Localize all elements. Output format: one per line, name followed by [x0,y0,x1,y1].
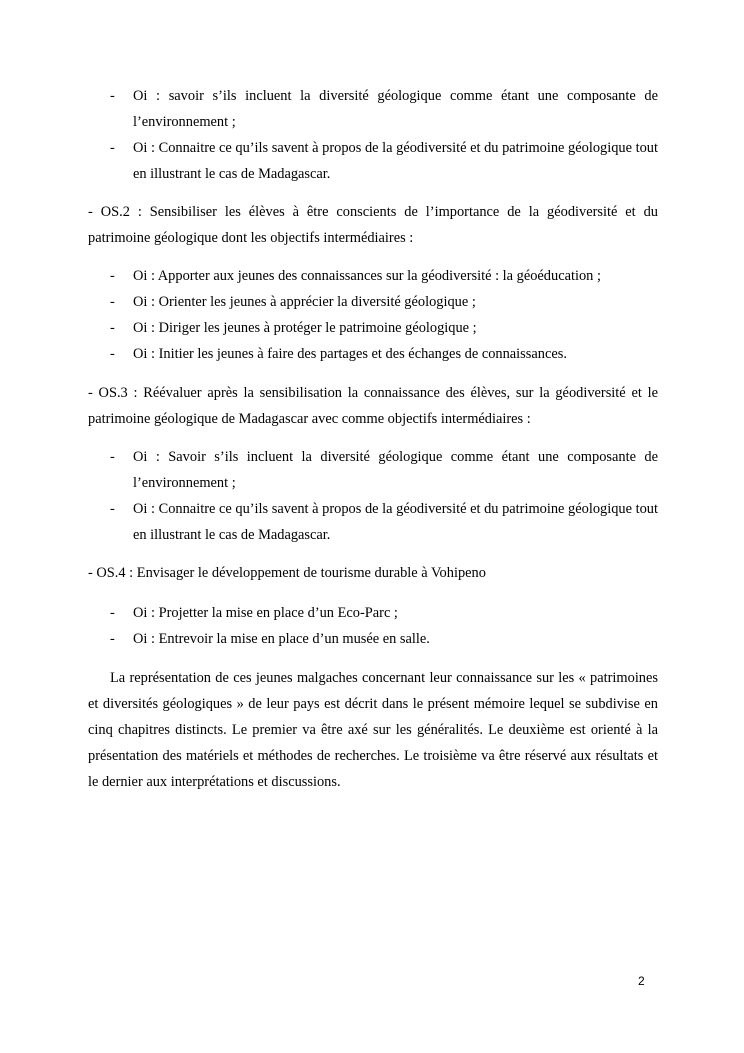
bullet-dash: - [110,88,115,104]
list-item [110,315,658,341]
objective-os2: - OS.2 : Sensibiliser les élèves à être conscients de l’importance de la géodiversité et du patrimoine géologique dont les objectifs intermédiaires : [88,204,658,246]
page-number: 2 [638,974,645,988]
bullet-dash: - [110,605,115,621]
list-item [110,496,658,548]
bullet-dash: - [110,346,115,362]
list-item-text: Oi : savoir s’ils incluent la diversité géologique comme étant une composante de l’environnement ; [133,88,658,130]
list-item [110,263,658,289]
list-item-text: Oi : Connaitre ce qu’ils savent à propos de la géodiversité et du patrimoine géologique tout en illustrant le cas de Madagascar. [133,140,658,182]
list-item [110,600,658,626]
bullet-dash: - [110,631,115,647]
bullet-dash: - [110,268,115,284]
list-item [110,135,658,187]
list-item-text: Oi : Initier les jeunes à faire des partages et des échanges de connaissances. [133,346,567,362]
list-item [110,626,658,652]
list-item-text: Oi : Apporter aux jeunes des connaissances sur la géodiversité : la géoéducation ; [133,268,601,284]
bullet-dash: - [110,449,115,465]
list-item-text: Oi : Orienter les jeunes à apprécier la diversité géologique ; [133,294,476,310]
list-item-text: Oi : Diriger les jeunes à protéger le patrimoine géologique ; [133,320,477,336]
list-item [110,444,658,496]
bullet-dash: - [110,320,115,336]
conclusion-paragraph: La représentation de ces jeunes malgaches concernant leur connaissance sur les « patrimoines et diversités géologiques » de leur pays est décrit dans le présent mémoire lequel se subdivise en cinq chapitres distincts. Le premier va être axé sur les généralités. Le deuxième est orienté à la présentation des matériels et méthodes de recherches. Le troisième va être réservé aux résultats et le dernier aux interprétations et discussions. [88,670,658,790]
bullet-dash: - [110,501,115,517]
bullet-dash: - [110,140,115,156]
list-item [110,83,658,135]
list-item [110,341,658,367]
list-item-text: Oi : Connaitre ce qu’ils savent à propos de la géodiversité et du patrimoine géologique tout en illustrant le cas de Madagascar. [133,501,658,543]
list-item-text: Oi : Savoir s’ils incluent la diversité géologique comme étant une composante de l’environnement ; [133,449,658,491]
list-item-text: Oi : Entrevoir la mise en place d’un musée en salle. [133,631,430,647]
bullet-dash: - [110,294,115,310]
objective-os4: - OS.4 : Envisager le développement de tourisme durable à Vohipeno [88,565,486,581]
list-item [110,289,658,315]
list-item-text: Oi : Projetter la mise en place d’un Eco-Parc ; [133,605,398,621]
objective-os3: - OS.3 : Réévaluer après la sensibilisation la connaissance des élèves, sur la géodiversité et le patrimoine géologique de Madagascar avec comme objectifs intermédiaires : [88,385,658,427]
